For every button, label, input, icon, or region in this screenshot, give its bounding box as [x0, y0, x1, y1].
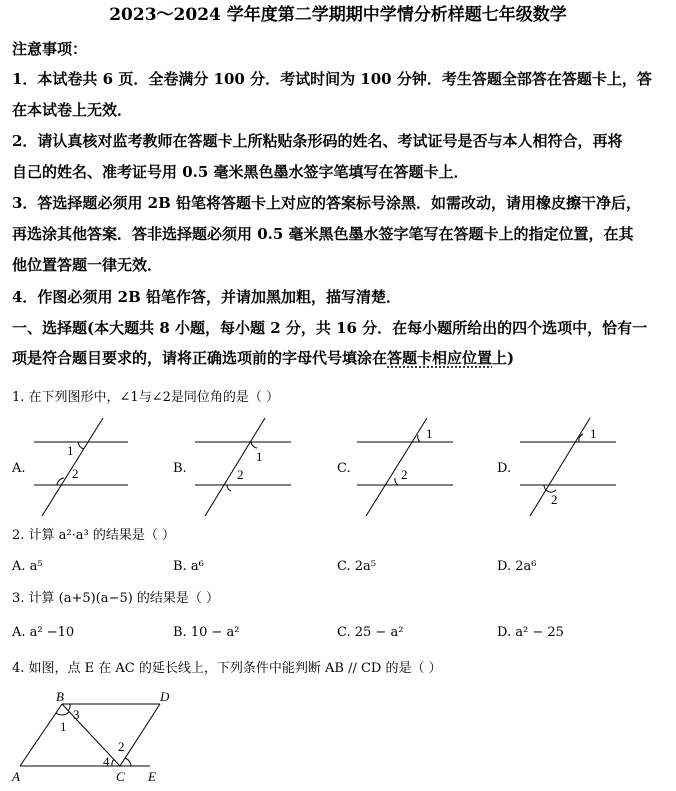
notice-line: 再选涂其他答案．答非选择题必须用 0.5 毫米黑色墨水签字笔写在答题卡上的指定位置，在其 — [12, 225, 634, 243]
q1-option-a: A. — [12, 461, 26, 476]
q1-c-label-1: 1 — [426, 426, 433, 441]
q1-figure-d — [520, 418, 616, 516]
q4-point-a: A — [12, 769, 20, 784]
notice-line: 自己的姓名、准考证号用 0.5 毫米黑色墨水签字笔填写在答题卡上． — [12, 163, 469, 181]
q1-option-c: C. — [337, 461, 351, 476]
q4-angle-4: 4 — [103, 754, 110, 769]
q2-option-a: A. a⁵ — [12, 559, 43, 574]
notice-line: 他位置答题一律无效． — [12, 256, 163, 274]
q1-c-label-2: 2 — [401, 467, 408, 482]
q3-option-a: A. a² −10 — [12, 625, 75, 640]
question-2-stem: 2. 计算 a²·a³ 的结果是（ ） — [12, 528, 175, 543]
question-1-stem: 1. 在下列图形中，∠1与∠2是同位角的是（ ） — [12, 390, 279, 405]
q1-d-label-2: 2 — [551, 492, 558, 507]
notice-line: 1．本试卷共 6 页．全卷满分 100 分．考试时间为 100 分钟．考生答题全部答在答题卡上，答 — [12, 70, 652, 88]
q3-option-c: C. 25 − a² — [337, 625, 404, 640]
q3-option-d: D. a² − 25 — [497, 625, 564, 640]
q2-option-b: B. a⁶ — [173, 559, 204, 574]
section-text: 项是符合题目要求的，请将正确选项前的字母代号填涂在 — [12, 349, 388, 367]
q4-point-d: D — [160, 689, 170, 704]
q1-b-label-1: 1 — [256, 449, 263, 464]
q1-a-label-2: 2 — [72, 466, 79, 481]
section-heading: 一、选择题(本大题共 8 小题，每小题 2 分，共 16 分．在每小题所给出的四个选项中，恰有一 — [12, 319, 648, 337]
section-emphasis: 答题卡相应位置 — [387, 349, 493, 367]
q2-option-c: C. 2a⁵ — [337, 559, 376, 574]
section-text: 上) — [492, 349, 515, 367]
notice-line: 3．答选择题必须用 2B 铅笔将答题卡上对应的答案标号涂黑．如需改动，请用橡皮擦干净后， — [12, 194, 642, 212]
q2-option-d: D. 2a⁶ — [497, 559, 537, 574]
section-heading-cont — [12, 343, 664, 374]
q1-b-label-2: 2 — [237, 467, 244, 482]
q1-figure-a — [34, 418, 128, 516]
q1-option-d: D. — [497, 461, 512, 476]
q4-point-e: E — [148, 769, 156, 784]
q1-d-label-1: 1 — [590, 426, 597, 441]
notice-heading: 注意事项： — [12, 40, 88, 58]
q4-angle-3: 3 — [73, 707, 80, 722]
question-4-stem: 4. 如图，点 E 在 AC 的延长线上，下列条件中能判断 AB // CD 的是（ ） — [12, 661, 442, 676]
notice-line: 在本试卷上无效． — [12, 101, 133, 119]
q1-figures — [0, 412, 676, 520]
q4-point-c: C — [116, 769, 125, 784]
question-3-stem: 3. 计算 (a+5)(a−5) 的结果是（ ） — [12, 591, 220, 606]
q4-figure-lines — [20, 704, 160, 766]
notice-line: 2．请认真核对监考教师在答题卡上所粘贴条形码的姓名、考试证号是否与本人相符合，再将 — [12, 132, 623, 150]
q1-option-b: B. — [173, 461, 187, 476]
page-title: 2023～2024 学年度第二学期期中学情分析样题七年级数学 — [109, 5, 567, 25]
q1-a-label-1: 1 — [67, 443, 74, 458]
q4-figure — [0, 686, 200, 790]
q4-point-b: B — [56, 689, 64, 704]
q3-option-b: B. 10 − a² — [173, 625, 240, 640]
q4-angle-1: 1 — [60, 719, 67, 734]
notice-line: 4．作图必须用 2B 铅笔作答，并请加黑加粗，描写清楚． — [12, 288, 401, 306]
q4-angle-2: 2 — [118, 739, 125, 754]
